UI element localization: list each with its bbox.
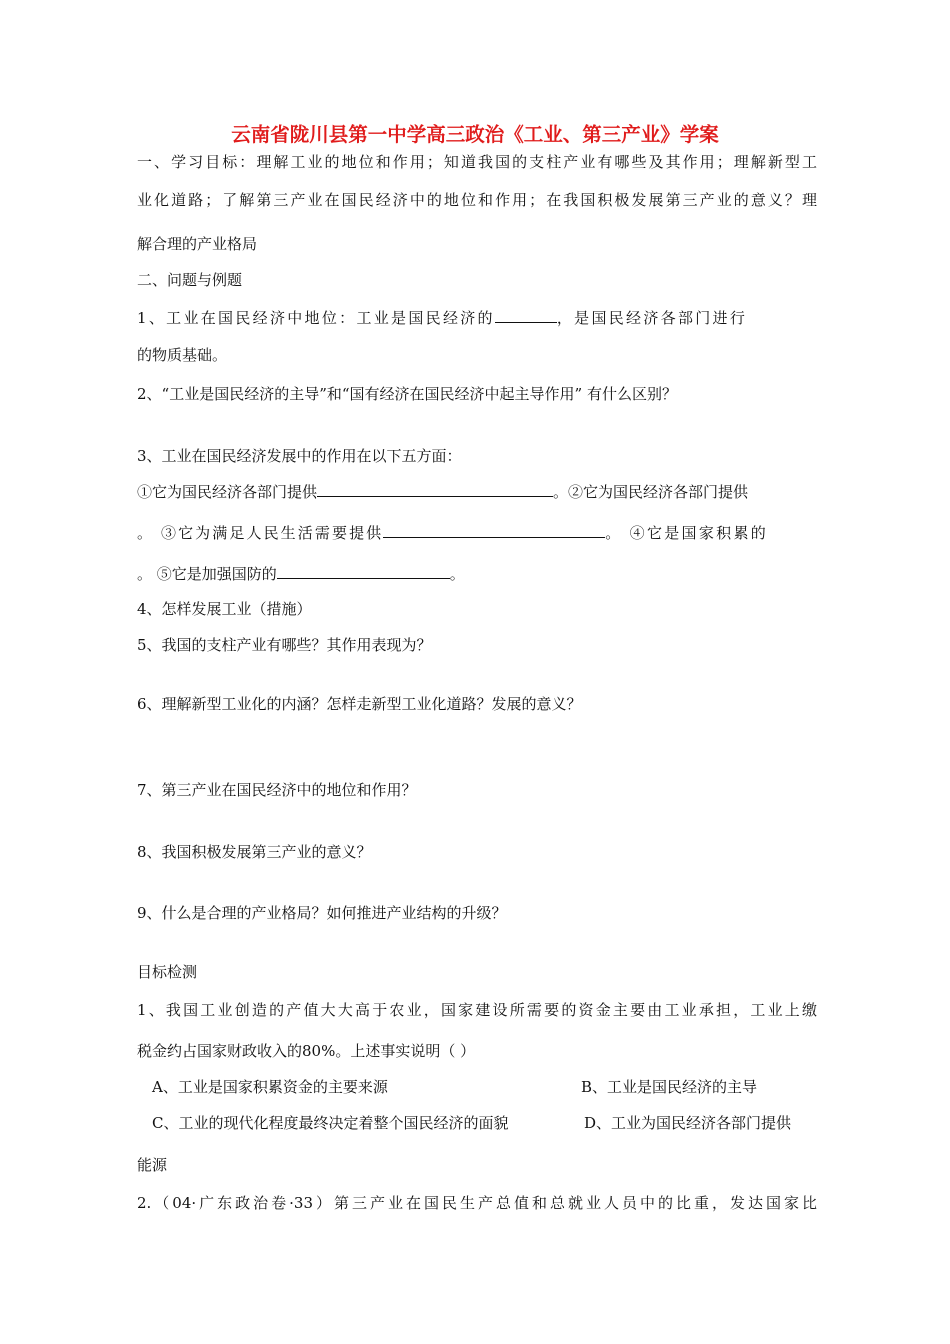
question-5: 5、我国的支柱产业有哪些？其作用表现为？ <box>137 636 432 654</box>
question-3-part-1: ①它为国民经济各部门提供 <box>137 483 318 501</box>
question-1-text-a: 1、工业在国民经济中地位：工业是国民经济的 <box>137 309 495 327</box>
question-3-part-2: 。②它为国民经济各部门提供 <box>553 483 749 501</box>
question-6: 6、理解新型工业化的内涵？怎样走新型工业化道路？发展的意义？ <box>137 695 582 713</box>
question-9: 9、什么是合理的产业格局？如何推进产业结构的升级？ <box>137 904 507 922</box>
question-1 <box>137 307 817 328</box>
question-3-part-6: 。 <box>449 565 465 583</box>
question-1-text-b: ，是国民经济各部门进行 <box>556 309 748 327</box>
question-1-continued: 的物质基础。 <box>137 346 228 364</box>
fill-blank[interactable] <box>495 307 557 323</box>
question-3-line-3 <box>137 563 817 584</box>
question-4: 4、怎样发展工业（措施） <box>137 600 312 618</box>
question-3-part-5: 。 ⑤它是加强国防的 <box>137 565 277 583</box>
fill-blank[interactable] <box>277 563 450 579</box>
document-title: 云南省陇川县第一中学高三政治《工业、第三产业》学案 <box>231 123 719 146</box>
option-d[interactable]: D、工业为国民经济各部门提供 <box>584 1114 792 1132</box>
option-b[interactable]: B、工业是国民经济的主导 <box>581 1078 758 1096</box>
fill-blank[interactable] <box>317 481 553 497</box>
test-1-line-1: 1、我国工业创造的产值大大高于农业，国家建设所需要的资金主要由工业承担，工业上缴 <box>137 1001 817 1019</box>
fill-blank[interactable] <box>383 522 605 538</box>
objectives-line-2: 业化道路；了解第三产业在国民经济中的地位和作用；在我国积极发展第三产业的意义？理 <box>137 191 817 209</box>
option-a[interactable]: A、工业是国家积累资金的主要来源 <box>152 1078 388 1096</box>
objectives-line-3: 解合理的产业格局 <box>137 235 258 253</box>
question-3-line-2 <box>137 522 817 543</box>
question-3-part-4: 。 ④它是国家积累的 <box>605 524 769 542</box>
test-2-line-1: 2.（04·广东政治卷·33）第三产业在国民生产总值和总就业人员中的比重，发达国家比 <box>137 1194 817 1212</box>
question-3-part-3: 。 ③它为满足人民生活需要提供 <box>137 524 384 542</box>
test-1-line-2: 税金约占国家财政收入的80%。上述事实说明（ ） <box>137 1042 476 1060</box>
question-7: 7、第三产业在国民经济中的地位和作用？ <box>137 781 417 799</box>
option-c[interactable]: C、工业的现代化程度最终决定着整个国民经济的面貌 <box>152 1114 509 1132</box>
question-3-heading: 3、工业在国民经济发展中的作用在以下五方面： <box>137 447 462 465</box>
check-heading: 目标检测 <box>137 963 198 981</box>
question-8: 8、我国积极发展第三产业的意义？ <box>137 843 372 861</box>
section-heading-questions: 二、问题与例题 <box>137 271 243 289</box>
objectives-line-1: 一、学习目标：理解工业的地位和作用；知道我国的支柱产业有哪些及其作用；理解新型工 <box>137 153 817 171</box>
question-3-line-1 <box>137 481 817 502</box>
question-2: 2、“工业是国民经济的主导”和“国有经济在国民经济中起主导作用” 有什么区别？ <box>137 385 677 403</box>
option-d-continued: 能源 <box>137 1156 168 1174</box>
